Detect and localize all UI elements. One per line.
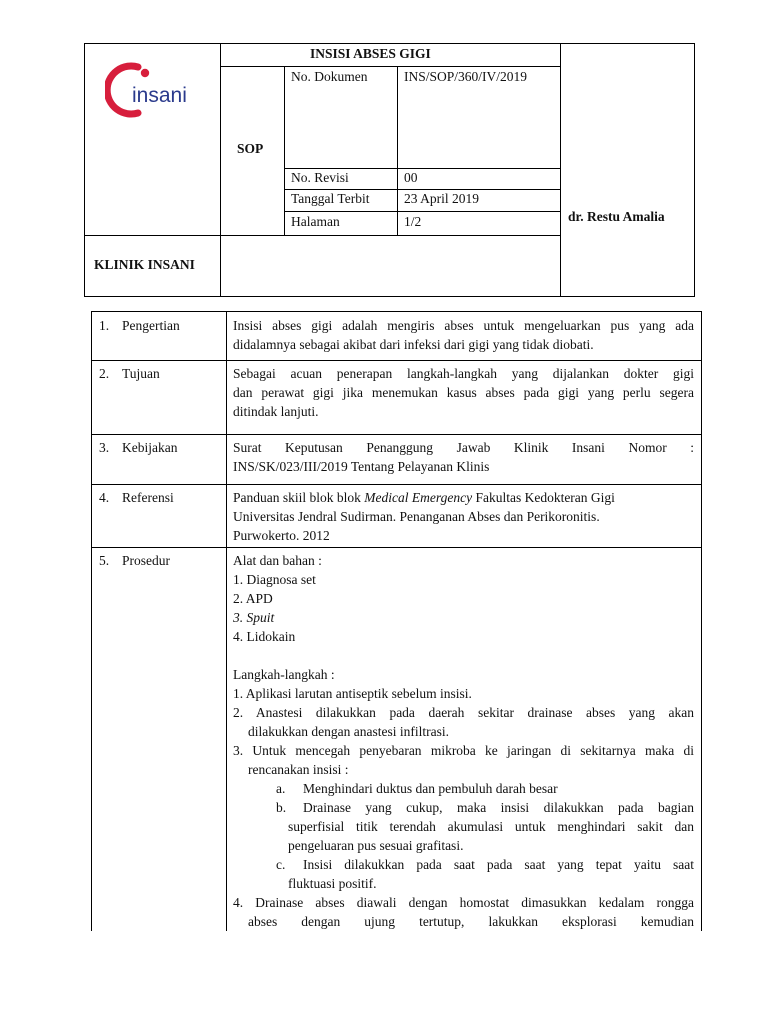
section-label: Pengertian bbox=[122, 318, 180, 333]
tools-heading: Alat dan bahan : bbox=[233, 553, 322, 568]
section-content bbox=[233, 438, 694, 476]
section-number: 1. bbox=[99, 318, 110, 333]
section-number: 3. bbox=[99, 440, 110, 455]
content-line: dan perawat gigi jika menemukan kasus abses pada gigi yang perlu segera bbox=[233, 385, 694, 400]
steps-heading: Langkah-langkah : bbox=[233, 667, 335, 682]
section-number: 2. bbox=[99, 366, 110, 381]
field-label-page: Halaman bbox=[291, 214, 340, 229]
clinic-name: KLINIK INSANI bbox=[94, 257, 195, 272]
step-item: 2. Anastesi dilakukkan pada daerah sekitar drainase abses yang akan bbox=[233, 705, 694, 720]
content-line: Surat Keputusan Penanggung Jawab Klinik Insani Nomor : bbox=[233, 440, 694, 455]
content-line: Insisi abses gigi adalah mengiris abses untuk mengeluarkan pus yang ada bbox=[233, 318, 694, 333]
sop-label: SOP bbox=[237, 141, 264, 156]
tool-item: 2. APD bbox=[233, 591, 273, 606]
field-value-issue-date: 23 April 2019 bbox=[404, 191, 480, 206]
logo-wordmark: insani bbox=[132, 84, 187, 107]
sop-content-table bbox=[91, 311, 702, 931]
field-label-document-number: No. Dokumen bbox=[291, 69, 368, 84]
section-definition bbox=[92, 312, 701, 360]
step-item-continued: abses dengan ujung tertutup, lakukkan eksplorasi kemudian bbox=[248, 914, 694, 929]
sub-step-continued: pengeluaran pus sesuai grafitasi. bbox=[288, 838, 464, 853]
content-line: didalamnya sebagai akibat dari infeksi dari gigi yang tidak diobati. bbox=[233, 337, 594, 352]
signatory-name: dr. Restu Amalia bbox=[568, 209, 665, 224]
ref-text: Fakultas Kedokteran Gigi bbox=[472, 490, 615, 505]
insani-logo bbox=[105, 56, 205, 126]
tool-item: 3. Spuit bbox=[233, 610, 275, 625]
step-item-continued: rencanakan insisi : bbox=[248, 762, 349, 777]
field-label-revision: No. Revisi bbox=[291, 170, 349, 185]
content-line: ditindak lanjuti. bbox=[233, 404, 319, 419]
content-line: INS/SK/023/III/2019 Tentang Pelayanan Klinis bbox=[233, 459, 490, 474]
step-item: 1. Aplikasi larutan antiseptik sebelum insisi. bbox=[233, 686, 472, 701]
sub-step-text: Drainase yang cukup, maka insisi dilakukkan pada bagian bbox=[303, 800, 694, 815]
sub-step bbox=[233, 779, 694, 798]
section-label: Prosedur bbox=[122, 553, 170, 568]
step-item-continued: dilakukkan dengan anastesi infiltrasi. bbox=[248, 724, 449, 739]
section-label: Referensi bbox=[122, 490, 174, 505]
tool-item: 1. Diagnosa set bbox=[233, 572, 316, 587]
section-number: 4. bbox=[99, 490, 110, 505]
sub-step-marker: a. bbox=[276, 781, 286, 796]
ref-text: Panduan skiil blok blok bbox=[233, 490, 365, 505]
insani-logo-mark bbox=[105, 56, 205, 126]
section-content bbox=[233, 364, 694, 421]
ref-italic-title: Medical Emergency bbox=[364, 490, 473, 505]
document-title: INSISI ABSES GIGI bbox=[310, 46, 431, 61]
sub-step bbox=[233, 855, 694, 874]
content-line bbox=[233, 488, 694, 507]
field-value-revision: 00 bbox=[404, 170, 418, 185]
section-procedure bbox=[92, 547, 701, 932]
sop-header-table bbox=[84, 43, 695, 297]
sub-step-continued: fluktuasi positif. bbox=[288, 876, 377, 891]
field-label-issue-date: Tanggal Terbit bbox=[291, 191, 370, 206]
section-purpose bbox=[92, 360, 701, 434]
content-line: Purwokerto. 2012 bbox=[233, 528, 330, 543]
step-item: 4. Drainase abses diawali dengan homostat dimasukkan kedalam rongga bbox=[233, 895, 694, 910]
sub-step-continued: superfisial titik terendah akumulasi untuk menghindari sakit dan bbox=[288, 819, 694, 834]
sub-step bbox=[233, 798, 694, 817]
field-value-document-number: INS/SOP/360/IV/2019 bbox=[404, 69, 528, 84]
step-item: 3. Untuk mencegah penyebaran mikroba ke jaringan di sekitarnya maka di bbox=[233, 743, 694, 758]
section-label: Tujuan bbox=[122, 366, 160, 381]
sub-step-text: Menghindari duktus dan pembuluh darah besar bbox=[303, 781, 558, 796]
section-reference bbox=[92, 484, 701, 547]
content-line: Sebagai acuan penerapan langkah-langkah yang dijalankan dokter gigi bbox=[233, 366, 694, 381]
section-number: 5. bbox=[99, 553, 110, 568]
section-content bbox=[233, 551, 694, 931]
content-line: Universitas Jendral Sudirman. Penanganan Abses dan Perikoronitis. bbox=[233, 509, 600, 524]
field-value-page: 1/2 bbox=[404, 214, 422, 229]
sub-step-marker: b. bbox=[276, 800, 287, 815]
tool-item: 4. Lidokain bbox=[233, 629, 296, 644]
section-content bbox=[233, 316, 694, 354]
sub-step-marker: c. bbox=[276, 857, 286, 872]
sub-step-text: Insisi dilakukkan pada saat pada saat yang tepat yaitu saat bbox=[303, 857, 694, 872]
section-label: Kebijakan bbox=[122, 440, 178, 455]
section-policy bbox=[92, 434, 701, 484]
section-content bbox=[233, 488, 694, 545]
